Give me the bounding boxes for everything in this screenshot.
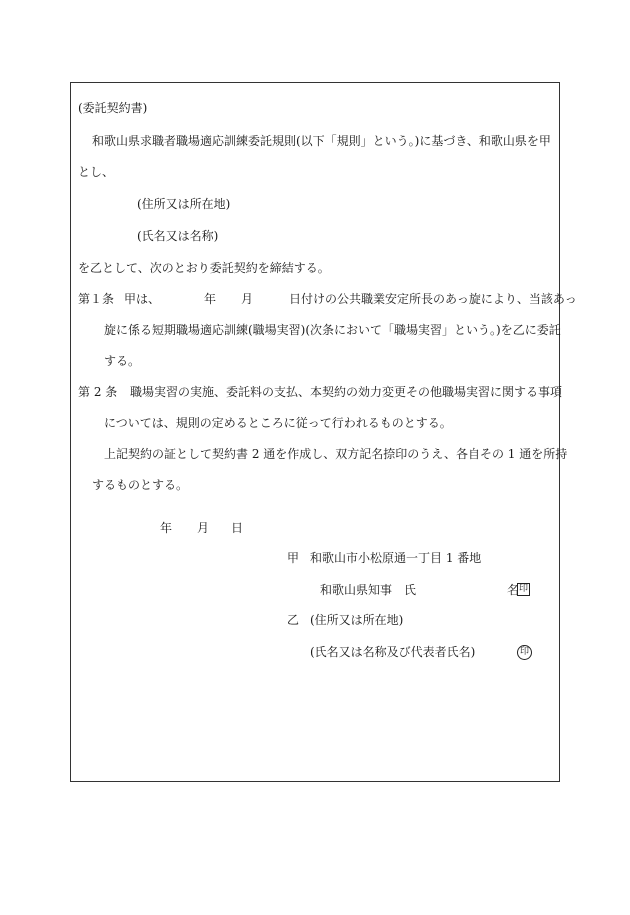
document-heading: (委託契約書) <box>78 101 148 115</box>
party-b-label: 乙 <box>287 613 300 627</box>
closing-line-2: するものとする。 <box>92 478 189 492</box>
intro-line-1: 和歌山県求職者職場適応訓練委託規則(以下「規則」という。)に基づき、和歌山県を甲 <box>92 134 551 148</box>
party-a-signer: 和歌山県知事 氏 <box>320 583 417 597</box>
article-2-label: 第 2 条 <box>78 385 118 399</box>
party-a-label: 甲 <box>287 551 300 565</box>
party-b-address-placeholder: (住所又は所在地) <box>137 197 231 211</box>
article-1-line-3: する。 <box>104 354 141 368</box>
contract-frame <box>70 82 563 782</box>
party-b-seal-icon: 印 <box>517 645 532 660</box>
article-1-text-b: 日付けの公共職業安定所長のあっ旋により、当該あっ <box>289 292 577 306</box>
party-b-name-placeholder: (氏名又は名称) <box>137 229 219 243</box>
article-1-text-a: 甲は、 <box>124 292 161 306</box>
party-b-address: (住所又は所在地) <box>310 613 404 627</box>
party-a-seal-icon: 印 <box>518 584 528 594</box>
conclude-line: を乙として、次のとおり委託契約を締結する。 <box>78 261 330 275</box>
date-year: 年 <box>160 521 173 535</box>
closing-line-1: 上記契約の証として契約書 2 通を作成し、双方記名捺印のうえ、各自その 1 通を所持 <box>104 447 568 461</box>
article-1-line-2: 旋に係る短期職場適応訓練(職場実習)(次条において「職場実習」という。)を乙に委託 <box>104 323 561 337</box>
intro-line-2: とし、 <box>78 165 115 179</box>
article-1-month: 月 <box>241 292 254 306</box>
date-month: 月 <box>197 521 210 535</box>
date-day: 日 <box>231 521 244 535</box>
party-a-name-suffix: 名 <box>507 583 520 597</box>
article-1-label: 第１条 <box>78 292 115 306</box>
article-1-year: 年 <box>204 292 217 306</box>
article-2-line-2: については、規則の定めるところに従って行われるものとする。 <box>104 416 452 430</box>
party-b-name: (氏名又は名称及び代表者氏名) <box>310 645 476 659</box>
party-a-address: 和歌山市小松原通一丁目 1 番地 <box>310 551 482 565</box>
article-2-line-1: 職場実習の実施、委託料の支払、本契約の効力変更その他職場実習に関する事項 <box>130 385 563 399</box>
